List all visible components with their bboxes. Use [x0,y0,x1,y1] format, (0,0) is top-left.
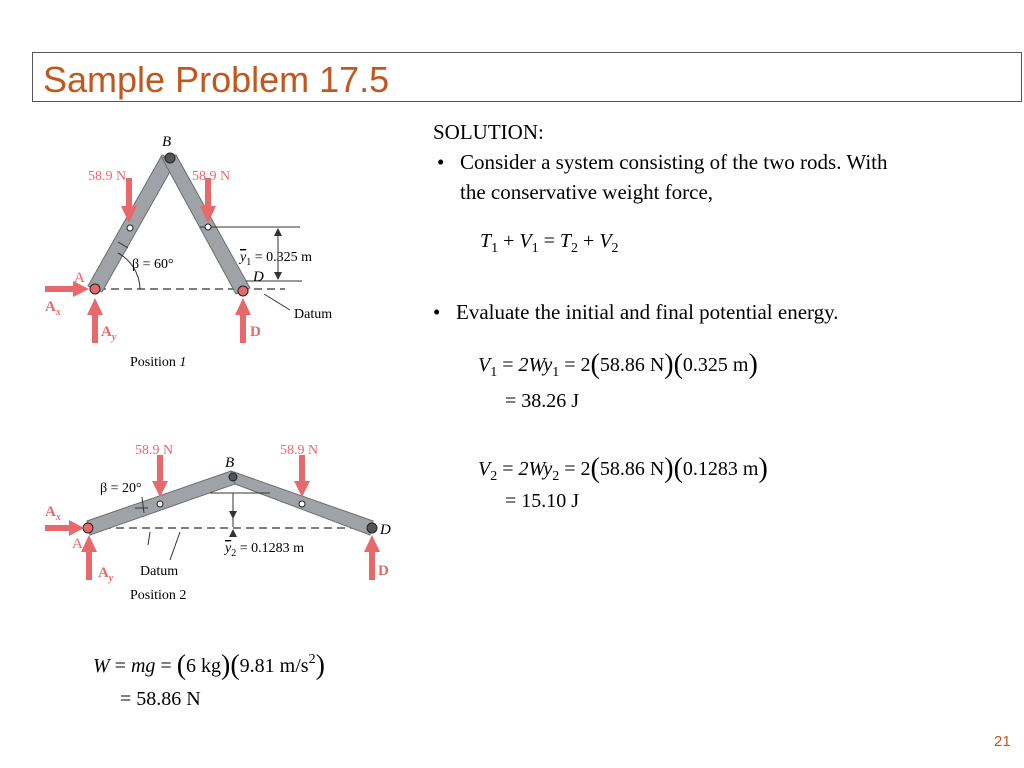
label-load-left: 58.9 N [135,443,174,458]
label-ay: $A_y$ [98,565,114,584]
energy-equation: $T_1 + V_1 = T_2 + V_2$ [480,230,619,256]
caption-position-1: Position 1 [130,355,187,370]
label-ay: $A_y$ [101,324,117,343]
label-b: B [162,134,172,150]
label-y2: $y_2 = 0.1283$ m [225,541,305,559]
label-load-left: 58.9 N [88,169,127,184]
label-beta: β = 60° [132,257,174,272]
bullet-1-line-1: Consider a system consisting of the two rods. With [460,150,888,174]
label-datum: Datum [294,307,333,322]
figure-position-2 [40,435,400,610]
figure-position-1 [40,128,370,378]
bullet-2-marker: • [433,300,441,324]
label-a: A [72,536,83,552]
v1-result: = 38.26 J [505,390,580,412]
label-ax: $A_x$ [45,504,61,523]
label-a: A [74,270,85,286]
solution-heading: SOLUTION: [433,120,544,144]
label-b: B [225,455,235,471]
label-d: D [380,522,391,538]
label-d: D [253,269,264,285]
page-number: 21 [994,733,1011,750]
label-load-right: 58.9 N [192,169,231,184]
v1-equation: $V_1 = 2Wy_1 = 2(58.86$ N)(0.325 m) [478,349,758,380]
label-y1: $y_1 = 0.325$ m [240,250,313,268]
label-d-force: D [378,563,389,579]
bullet-1-marker: • [437,150,445,174]
slide-title: Sample Problem 17.5 [43,59,390,100]
label-d-force: D [250,324,261,340]
w-equation: W = mg = (6 kg)(9.81 $m/s^2$) [93,650,325,681]
label-ax: $A_x$ [45,299,61,318]
caption-position-2: Position 2 [130,588,187,603]
bullet-1-line-2: the conservative weight force, [460,180,714,204]
title-box [32,52,1022,102]
v2-equation: $V_2 = 2Wy_2 = 2(58.86$ N)(0.1283 m) [478,453,768,484]
label-load-right: 58.9 N [280,443,319,458]
label-beta: β = 20° [100,481,142,496]
bullet-2: Evaluate the initial and final potential energy. [456,300,839,324]
v2-result: = 15.10 J [505,490,580,512]
w-result: = 58.86 N [120,688,201,710]
label-datum: Datum [140,564,179,579]
